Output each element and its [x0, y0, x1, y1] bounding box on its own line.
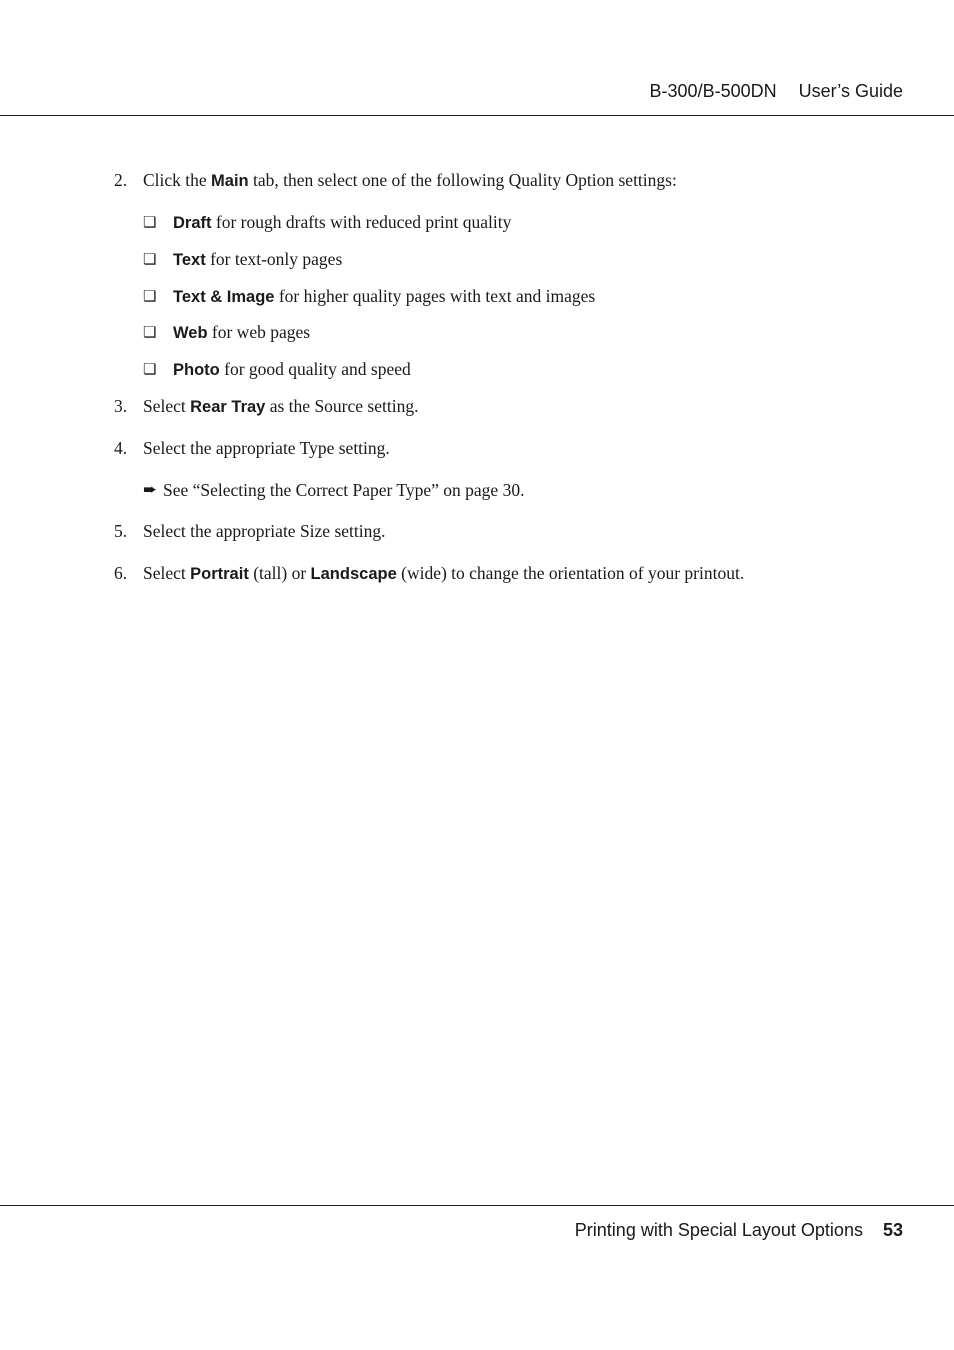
page-number: 53	[882, 1220, 903, 1240]
checkbox-bullet-icon: ❏	[143, 252, 157, 268]
header-rule	[0, 115, 954, 116]
step-text: Select Rear Tray as the Source setting.	[143, 396, 419, 416]
page-header	[650, 81, 903, 102]
checkbox-bullet-icon: ❏	[143, 325, 157, 341]
step-number: 5.	[114, 521, 128, 541]
main-tab-label: Main	[211, 172, 249, 190]
header-model: B-300/B-500DN	[649, 81, 777, 101]
step-number: 4.	[114, 438, 128, 458]
step-number: 3.	[114, 396, 128, 416]
cross-reference-link[interactable]: See “Selecting the Correct Paper Type” on page 30.	[163, 480, 525, 500]
header-guide-title: User’s Guide	[798, 81, 903, 101]
footer-section-title: Printing with Special Layout Options	[574, 1220, 863, 1240]
footer-rule	[0, 1205, 954, 1206]
page-footer	[575, 1220, 903, 1241]
checkbox-bullet-icon: ❏	[143, 289, 157, 305]
step-text: Click the Main tab, then select one of the following Quality Option settings:	[143, 170, 677, 190]
step-number: 2.	[114, 170, 128, 190]
step-text: Select the appropriate Size setting.	[143, 521, 386, 541]
step-text: Select Portrait (tall) or Landscape (wide) to change the orientation of your printout.	[143, 563, 745, 583]
step-number: 6.	[114, 563, 128, 583]
arrow-right-icon: ➨	[143, 480, 158, 499]
checkbox-bullet-icon: ❏	[143, 215, 157, 231]
step-text: Select the appropriate Type setting.	[143, 438, 390, 458]
checkbox-bullet-icon: ❏	[143, 362, 157, 378]
